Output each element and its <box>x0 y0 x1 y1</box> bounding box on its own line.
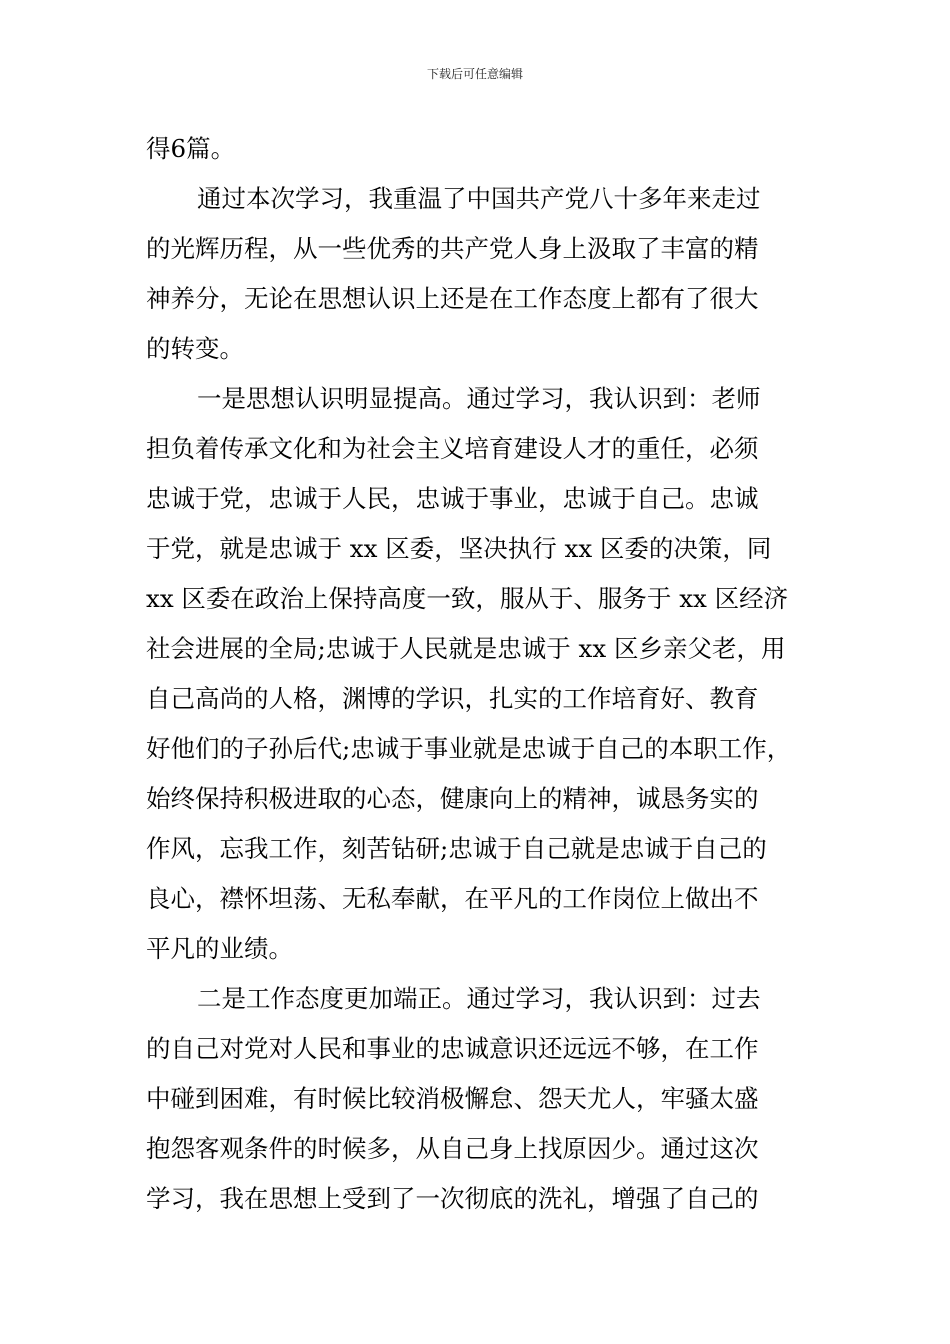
text-line: 平凡的业绩。 <box>146 934 293 963</box>
text-line: 的光辉历程，从一些优秀的共产党人身上汲取了丰富的精 <box>146 234 759 263</box>
paragraph-first-line: 通过本次学习，我重温了中国共产党八十多年来走过 <box>197 184 761 213</box>
text-line: 良心，襟怀坦荡、无私奉献，在平凡的工作岗位上做出不 <box>146 884 759 913</box>
text-line: 自己高尚的人格，渊博的学识，扎实的工作培育好、教育 <box>146 684 759 713</box>
paragraph-first-line: 一是思想认识明显提高。通过学习，我认识到：老师 <box>197 384 761 413</box>
text-line: 担负着传承文化和为社会主义培育建设人才的重任，必须 <box>146 434 759 463</box>
text-line: 于党，就是忠诚于 xx 区委，坚决执行 xx 区委的决策，同 <box>146 534 772 563</box>
text-line: 抱怨客观条件的时候多，从自己身上找原因少。通过这次 <box>146 1134 759 1163</box>
text-line: 的转变。 <box>146 334 244 363</box>
text-line: 社会进展的全局;忠诚于人民就是忠诚于 xx 区乡亲父老，用 <box>146 634 786 663</box>
text-line: 神养分，无论在思想认识上还是在工作态度上都有了很大 <box>146 284 759 313</box>
page-header: 下载后可任意编辑 <box>426 67 523 81</box>
text-line: xx 区委在政治上保持高度一致，服从于、服务于 xx 区经济 <box>146 584 789 613</box>
text-line: 作风，忘我工作，刻苦钻研;忠诚于自己就是忠诚于自己的 <box>146 834 767 863</box>
text-line: 的自己对党对人民和事业的忠诚意识还远远不够，在工作 <box>146 1034 759 1063</box>
text-line: 始终保持积极进取的心态，健康向上的精神，诚恳务实的 <box>146 784 759 813</box>
text-line: 忠诚于党，忠诚于人民，忠诚于事业，忠诚于自己。忠诚 <box>146 484 759 513</box>
text-line: 得6篇。 <box>146 134 236 163</box>
paragraph-first-line: 二是工作态度更加端正。通过学习，我认识到：过去 <box>197 984 761 1013</box>
text-line: 学习，我在思想上受到了一次彻底的洗礼，增强了自己的 <box>146 1184 759 1213</box>
text-line: 中碰到困难，有时候比较消极懈怠、怨天尤人，牢骚太盛 <box>146 1084 759 1113</box>
text-line: 好他们的子孙后代;忠诚于事业就是忠诚于自己的本职工作， <box>146 734 792 763</box>
